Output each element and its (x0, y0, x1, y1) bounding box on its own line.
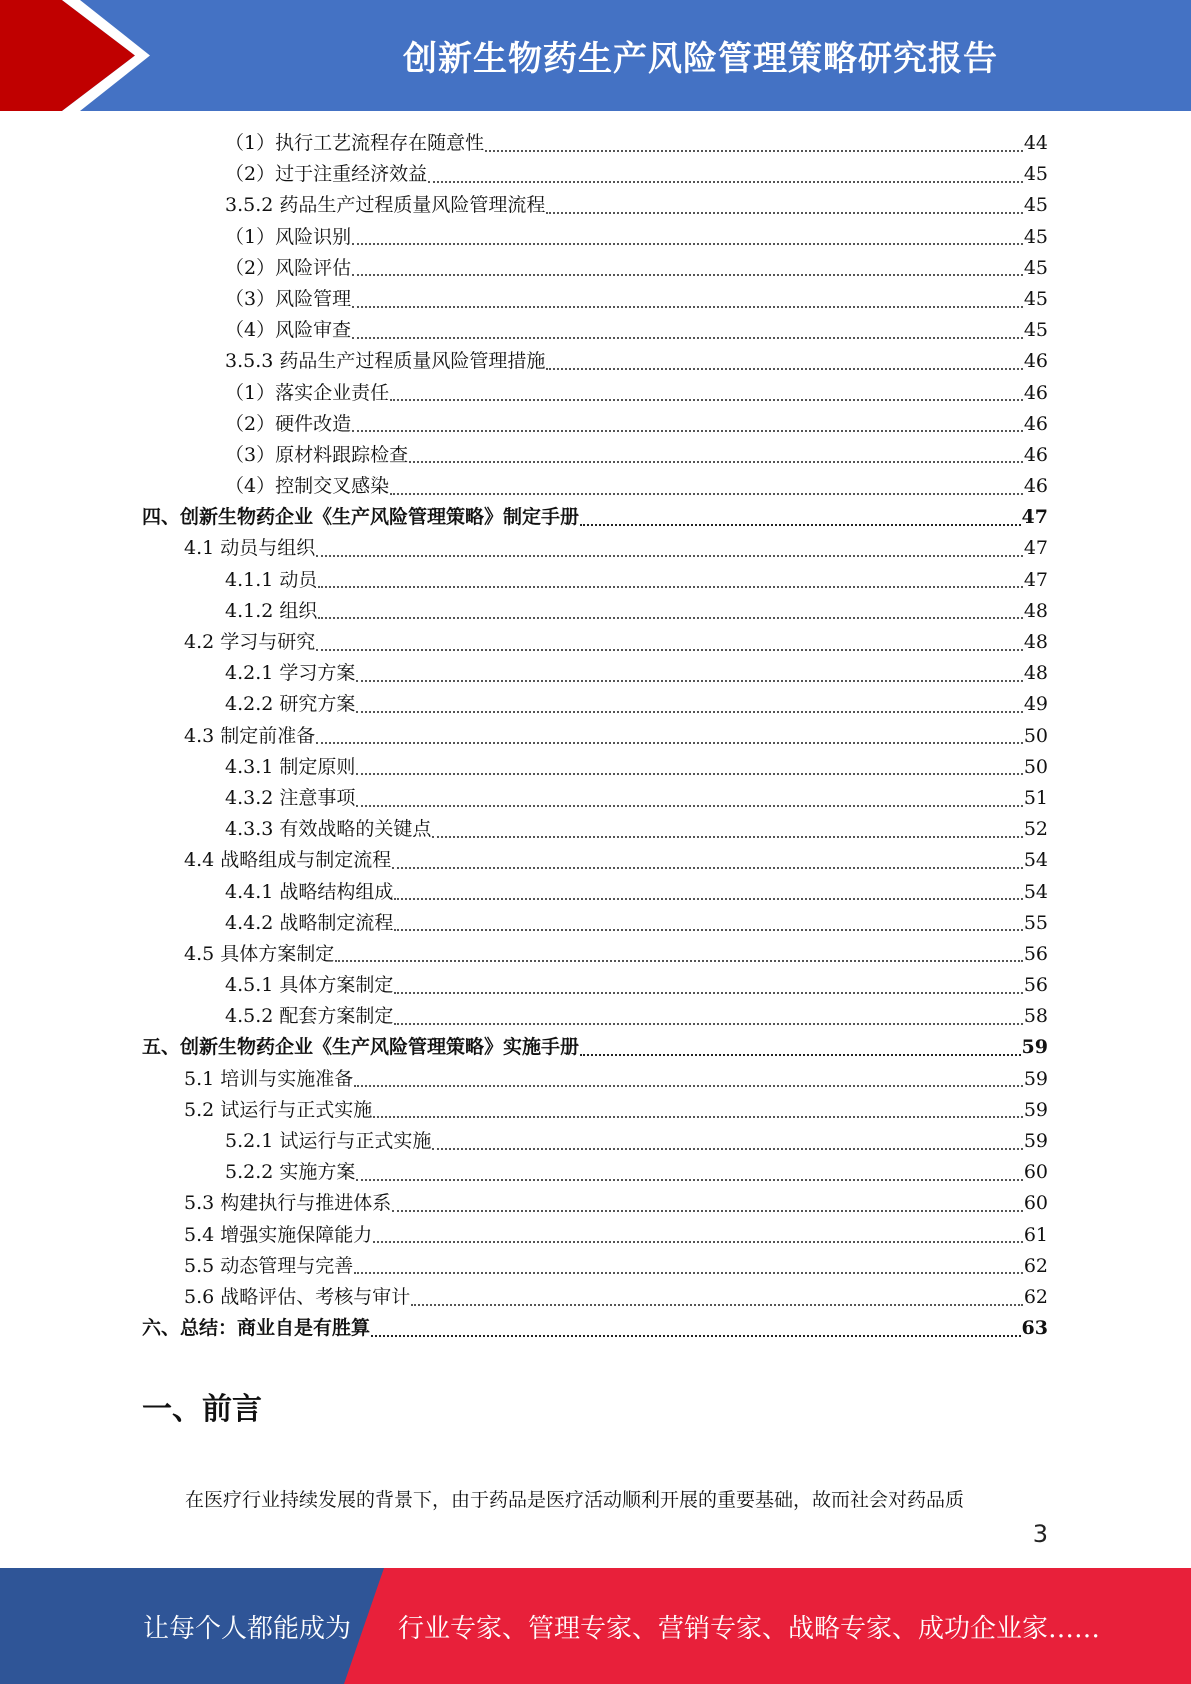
toc-leader-dots (316, 742, 1023, 744)
toc-entry[interactable] (142, 1251, 1048, 1282)
toc-leader-dots (394, 1023, 1022, 1025)
toc-leader-dots (352, 306, 1023, 308)
toc-entry-page: 46 (1023, 412, 1048, 435)
toc-leader-dots (409, 461, 1023, 463)
toc-entry[interactable] (142, 970, 1048, 1001)
toc-entry[interactable] (142, 284, 1048, 315)
toc-entry-page: 54 (1023, 849, 1048, 872)
toc-entry-label: 四、创新生物药企业《生产风险管理策略》制定手册 (142, 506, 580, 529)
toc-entry-page: 55 (1023, 911, 1048, 934)
footer-slogan-right: 行业专家、管理专家、营销专家、战略专家、成功企业家…… (398, 1613, 1101, 1644)
toc-entry[interactable] (142, 908, 1048, 939)
toc-entry-page: 46 (1023, 475, 1048, 498)
toc-leader-dots (356, 1179, 1022, 1181)
toc-entry[interactable] (142, 533, 1048, 564)
toc-entry[interactable] (142, 1064, 1048, 1095)
toc-entry-label: （2）风险评估 (225, 256, 352, 279)
page-footer (0, 1568, 1191, 1684)
toc-entry-label: 5.6 战略评估、考核与审计 (184, 1285, 411, 1308)
toc-leader-dots (392, 1210, 1023, 1212)
toc-leader-dots (373, 1241, 1023, 1243)
toc-entry[interactable] (142, 409, 1048, 440)
toc-entry[interactable] (142, 1188, 1048, 1219)
toc-leader-dots (394, 929, 1022, 931)
toc-leader-dots (318, 617, 1022, 619)
toc-entry-label: 4.3.2 注意事项 (225, 786, 356, 809)
toc-entry-label: 4.1.1 动员 (225, 568, 318, 591)
toc-entry-page: 48 (1023, 631, 1048, 653)
toc-entry[interactable] (142, 752, 1048, 783)
toc-entry[interactable] (142, 346, 1048, 377)
toc-entry[interactable] (142, 502, 1048, 533)
footer-slogan-left: 让每个人都能成为 (143, 1613, 352, 1644)
toc-leader-dots (356, 773, 1022, 775)
toc-entry-page: 62 (1023, 1285, 1048, 1308)
toc-entry-page: 48 (1023, 662, 1048, 685)
toc-entry-page: 49 (1023, 693, 1048, 716)
report-title: 创新生物药生产风险管理策略研究报告 (403, 39, 998, 79)
toc-entry-label: （1）落实企业责任 (225, 381, 390, 404)
toc-entry-label: 4.3.3 有效战略的关键点 (225, 818, 432, 841)
toc-entry-page: 45 (1023, 287, 1048, 310)
toc-entry-page: 46 (1023, 350, 1048, 373)
toc-entry[interactable] (142, 845, 1048, 876)
toc-leader-dots (356, 805, 1022, 807)
toc-entry-label: （4）控制交叉感染 (225, 475, 390, 498)
toc-entry-page: 52 (1023, 818, 1048, 841)
toc-entry-label: 4.5 具体方案制定 (184, 942, 335, 965)
toc-leader-dots (352, 243, 1023, 245)
toc-entry[interactable] (142, 1282, 1048, 1313)
toc-entry[interactable] (142, 1001, 1048, 1032)
toc-entry-page: 46 (1023, 443, 1048, 466)
toc-leader-dots (318, 586, 1022, 588)
toc-entry-page: 56 (1023, 974, 1048, 997)
toc-entry-label: 5.1 培训与实施准备 (184, 1067, 354, 1090)
toc-entry-page: 48 (1023, 599, 1048, 622)
toc-entry-page: 47 (1023, 568, 1048, 591)
toc-entry-label: 3.5.3 药品生产过程质量风险管理措施 (225, 350, 546, 373)
toc-entry-page: 61 (1023, 1223, 1048, 1246)
toc-leader-dots (580, 1054, 1021, 1056)
header-red-arrow-logo (0, 0, 150, 111)
toc-entry[interactable] (142, 1157, 1048, 1188)
toc-entry-page: 46 (1023, 381, 1048, 404)
toc-entry-page: 59 (1023, 1130, 1048, 1152)
toc-entry[interactable] (142, 658, 1048, 689)
toc-leader-dots (373, 1116, 1023, 1118)
toc-leader-dots (546, 368, 1022, 370)
page-header (0, 0, 1191, 111)
toc-entry-label: 4.1.2 组织 (225, 599, 318, 622)
toc-entry[interactable] (142, 128, 1048, 159)
toc-entry-label: 4.1 动员与组织 (184, 537, 316, 560)
toc-entry-page: 60 (1023, 1192, 1048, 1215)
toc-leader-dots (432, 836, 1022, 838)
toc-entry-page: 59 (1023, 1098, 1048, 1121)
toc-leader-dots (352, 274, 1023, 276)
toc-entry[interactable] (142, 440, 1048, 471)
toc-leader-dots (394, 898, 1022, 900)
toc-leader-dots (485, 150, 1023, 152)
toc-entry-page: 47 (1023, 537, 1048, 560)
toc-entry-page: 51 (1023, 786, 1048, 809)
toc-entry-label: （1）风险识别 (225, 225, 352, 248)
toc-entry-page: 58 (1023, 1005, 1048, 1028)
toc-entry-page: 62 (1023, 1254, 1048, 1277)
toc-entry-label: 5.2.2 实施方案 (225, 1161, 356, 1184)
toc-entry[interactable] (142, 222, 1048, 253)
toc-leader-dots (432, 1148, 1022, 1150)
toc-leader-dots (394, 992, 1022, 994)
toc-entry-page: 45 (1023, 194, 1048, 217)
toc-entry-label: 5.5 动态管理与完善 (184, 1254, 354, 1277)
toc-leader-dots (390, 399, 1023, 401)
toc-leader-dots (411, 1304, 1023, 1306)
toc-entry-label: 5.2.1 试运行与正式实施 (225, 1130, 432, 1152)
toc-entry[interactable] (142, 877, 1048, 908)
toc-entry-page: 45 (1023, 225, 1048, 248)
toc-entry-page: 50 (1023, 755, 1048, 778)
toc-entry-label: 4.2.2 研究方案 (225, 693, 356, 716)
toc-entry[interactable] (142, 1126, 1048, 1157)
toc-leader-dots (354, 1272, 1023, 1274)
toc-leader-dots (352, 430, 1023, 432)
toc-entry-page: 59 (1023, 1067, 1048, 1090)
toc-entry-page: 45 (1023, 319, 1048, 342)
toc-entry-label: 五、创新生物药企业《生产风险管理策略》实施手册 (142, 1036, 580, 1059)
toc-entry[interactable] (142, 939, 1048, 970)
toc-entry[interactable] (142, 689, 1048, 720)
toc-entry-label: 4.3.1 制定原则 (225, 755, 356, 778)
toc-entry-label: 4.4.1 战略结构组成 (225, 880, 394, 903)
toc-entry[interactable] (142, 378, 1048, 409)
toc-entry-label: （2）过于注重经济效益 (225, 163, 428, 186)
toc-entry-label: 4.5.1 具体方案制定 (225, 974, 394, 997)
toc-entry-label: 4.5.2 配套方案制定 (225, 1005, 394, 1028)
toc-entry[interactable] (142, 159, 1048, 190)
toc-leader-dots (356, 680, 1022, 682)
toc-entry-page: 50 (1023, 724, 1048, 747)
toc-leader-dots (352, 337, 1023, 339)
toc-entry-page: 44 (1023, 132, 1048, 154)
toc-entry-label: 4.3 制定前准备 (184, 724, 316, 747)
toc-entry-page: 63 (1021, 1317, 1048, 1340)
toc-entry[interactable] (142, 471, 1048, 502)
toc-entry-label: （1）执行工艺流程存在随意性 (225, 132, 485, 154)
toc-leader-dots (316, 649, 1023, 651)
toc-entry[interactable] (142, 596, 1048, 627)
toc-entry-page: 45 (1023, 256, 1048, 279)
toc-entry-page: 56 (1023, 942, 1048, 965)
toc-entry-label: 5.3 构建执行与推进体系 (184, 1192, 392, 1215)
toc-entry-page: 60 (1023, 1161, 1048, 1184)
toc-entry-page: 59 (1021, 1036, 1048, 1059)
toc-entry-page: 45 (1023, 163, 1048, 186)
toc-entry[interactable] (142, 253, 1048, 284)
toc-entry-label: （4）风险审查 (225, 319, 352, 342)
toc-entry[interactable] (142, 1220, 1048, 1251)
toc-entry[interactable] (142, 1095, 1048, 1126)
toc-entry-label: 4.4 战略组成与制定流程 (184, 849, 392, 872)
toc-entry-label: 4.2 学习与研究 (184, 631, 316, 653)
toc-leader-dots (428, 181, 1023, 183)
toc-entry[interactable] (142, 783, 1048, 814)
toc-entry[interactable] (142, 1313, 1048, 1344)
toc-entry[interactable] (142, 1032, 1048, 1063)
section-heading: 一、前言 (142, 1392, 262, 1427)
toc-leader-dots (316, 555, 1023, 557)
toc-entry-label: （2）硬件改造 (225, 412, 352, 435)
toc-entry[interactable] (142, 814, 1048, 845)
toc-entry-page: 54 (1023, 880, 1048, 903)
toc-entry-label: （3）原材料跟踪检查 (225, 443, 409, 466)
toc-entry-label: 5.2 试运行与正式实施 (184, 1098, 373, 1121)
toc-leader-dots (356, 711, 1022, 713)
toc-leader-dots (546, 212, 1022, 214)
toc-entry-label: 3.5.2 药品生产过程质量风险管理流程 (225, 194, 546, 217)
page-number: 3 (1032, 1520, 1048, 1548)
toc-entry-label: 4.2.1 学习方案 (225, 662, 356, 685)
toc-leader-dots (335, 960, 1023, 962)
toc-entry-label: 5.4 增强实施保障能力 (184, 1223, 373, 1246)
table-of-contents (142, 128, 1048, 1344)
toc-entry-label: 4.4.2 战略制定流程 (225, 911, 394, 934)
toc-entry[interactable] (142, 565, 1048, 596)
toc-leader-dots (390, 493, 1023, 495)
toc-entry-label: 六、总结：商业自是有胜算 (142, 1317, 371, 1340)
toc-entry-page: 47 (1021, 506, 1048, 529)
toc-entry[interactable] (142, 721, 1048, 752)
toc-leader-dots (392, 867, 1023, 869)
toc-leader-dots (354, 1085, 1023, 1087)
toc-entry[interactable] (142, 315, 1048, 346)
toc-entry[interactable] (142, 627, 1048, 658)
body-paragraph: 在医疗行业持续发展的背景下，由于药品是医疗活动顺利开展的重要基础，故而社会对药品质 (185, 1489, 965, 1511)
toc-leader-dots (371, 1335, 1021, 1337)
toc-entry[interactable] (142, 190, 1048, 221)
toc-entry-label: （3）风险管理 (225, 287, 352, 310)
toc-leader-dots (580, 524, 1021, 526)
